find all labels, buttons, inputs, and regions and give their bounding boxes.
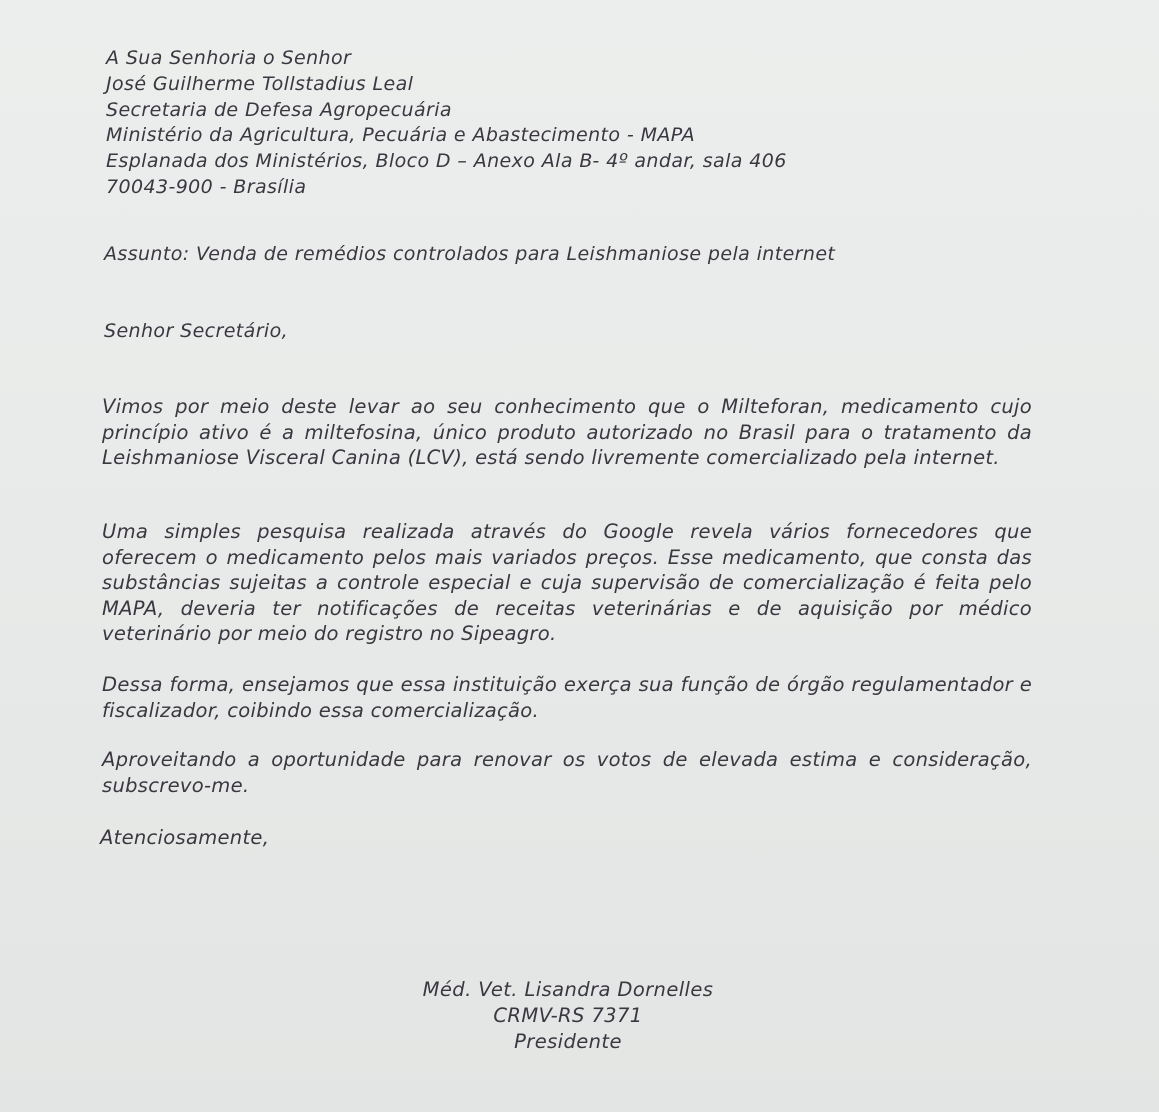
- body-paragraph-1: Vimos por meio deste levar ao seu conhecimento que o Milteforan, medicamento cujo princípio ativo é a miltefosina, único produto autorizado no Brasil para o tratamento da Leishmaniose Visceral Canina (LCV), está sendo livremente comercializado pela internet.: [102, 395, 1032, 470]
- signer-name: Méd. Vet. Lisandra Dornelles: [422, 978, 714, 1001]
- signer-registration: CRMV-RS 7371: [493, 1004, 643, 1027]
- recipient-department: Secretaria de Defesa Agropecuária: [106, 98, 452, 121]
- recipient-street-address: Esplanada dos Ministérios, Bloco D – Anexo Ala B- 4º andar, sala 406: [106, 150, 787, 173]
- salutation: Senhor Secretário,: [104, 320, 289, 342]
- closing-phrase: Atenciosamente,: [100, 826, 270, 849]
- signature-block: [368, 977, 768, 1055]
- body-paragraph-3: Dessa forma, ensejamos que essa instituição exerça sua função de órgão regulamentador e fiscalizador, coibindo essa comercialização.: [102, 673, 1032, 722]
- body-paragraph-4: Aproveitando a oportunidade para renovar os votos de elevada estima e consideração, subscrevo-me.: [102, 748, 1032, 797]
- recipient-postal-city: 70043-900 - Brasília: [106, 175, 307, 198]
- body-paragraph-2: Uma simples pesquisa realizada através do Google revela vários fornecedores que oferecem o medicamento pelos mais variados preços. Esse medicamento, que consta das substâncias sujeitas a controle especial e cuja supervisão de comercialização é feita pelo MAPA, deveria ter notificações de receitas veterinárias e de aquisição por médico veterinário por meio do registro no Sipeagro.: [102, 520, 1032, 646]
- recipient-address-block: [106, 46, 1006, 201]
- recipient-name: José Guilherme Tollstadius Leal: [106, 72, 414, 95]
- recipient-ministry: Ministério da Agricultura, Pecuária e Abastecimento - MAPA: [106, 124, 696, 147]
- recipient-line: A Sua Senhoria o Senhor: [106, 47, 352, 69]
- subject-line: Assunto: Venda de remédios controlados para Leishmaniose pela internet: [104, 243, 836, 265]
- signer-title: Presidente: [514, 1030, 622, 1053]
